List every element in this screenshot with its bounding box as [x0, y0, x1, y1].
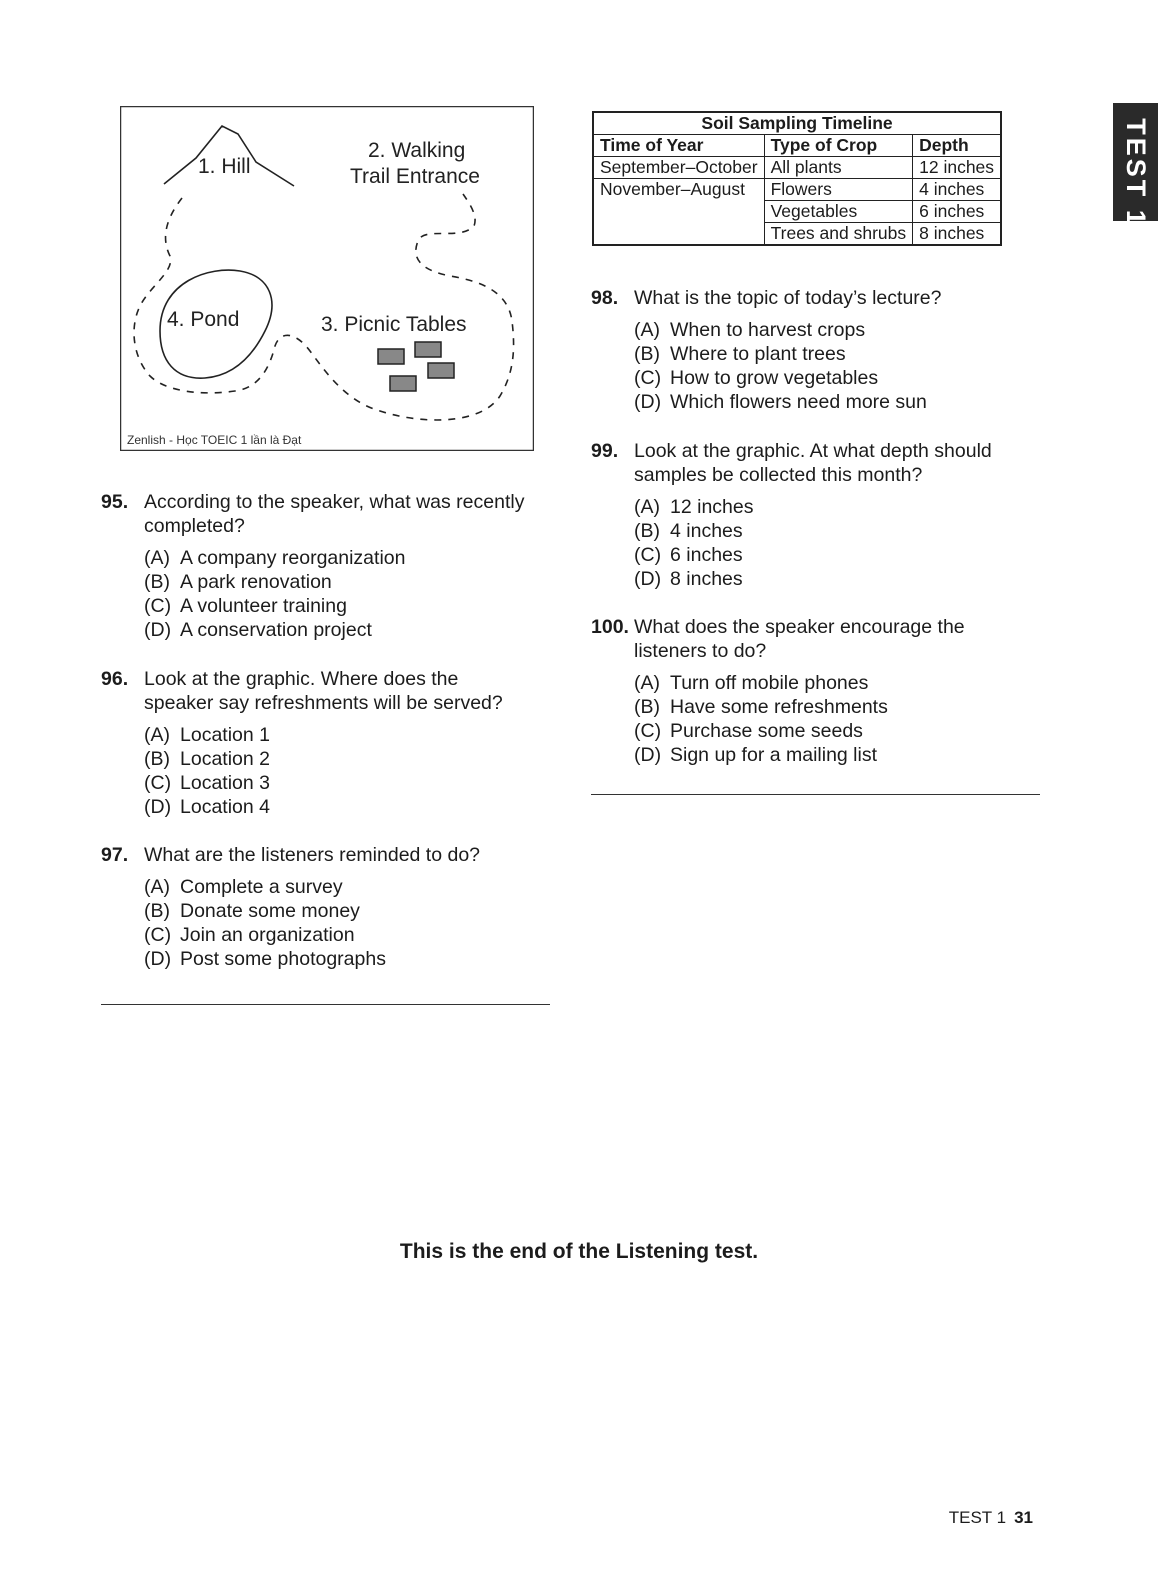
- option-text: Purchase some seeds: [670, 720, 863, 742]
- question-text: [634, 286, 1051, 310]
- option-text: Where to plant trees: [670, 343, 846, 365]
- option-letter: (C): [144, 595, 172, 617]
- answer-options: [634, 671, 1061, 767]
- option-text: Location 2: [180, 748, 270, 770]
- option-letter: (B): [144, 748, 170, 770]
- picnic-tables-label: 3. Picnic Tables: [321, 313, 467, 336]
- option-text: Turn off mobile phones: [670, 672, 869, 694]
- page-number: 31: [1014, 1508, 1033, 1527]
- option-text: A park renovation: [180, 571, 332, 593]
- option-text: Join an organization: [180, 924, 355, 946]
- section-divider: [101, 1004, 550, 1005]
- test-side-tab-label: TEST 1: [1121, 118, 1151, 228]
- option-letter: (A): [144, 724, 170, 746]
- option-text: Donate some money: [180, 900, 360, 922]
- answer-option[interactable]: [634, 390, 1051, 414]
- question-text-line: completed?: [144, 515, 245, 537]
- question-text-line: speaker say refreshments will be served?: [144, 692, 503, 714]
- page-footer: [949, 1508, 1033, 1528]
- option-letter: (D): [634, 744, 662, 766]
- answer-option[interactable]: [144, 747, 561, 771]
- question-text-line: What does the speaker encourage the: [634, 616, 965, 638]
- answer-option[interactable]: [634, 567, 1061, 591]
- answer-option[interactable]: [144, 723, 561, 747]
- answer-options: [144, 875, 561, 971]
- question-number: 98.: [591, 287, 619, 309]
- table-cell: 6 inches: [913, 201, 1001, 223]
- option-text: A conservation project: [180, 619, 372, 641]
- table-cell: Flowers: [764, 179, 913, 201]
- answer-option[interactable]: [144, 795, 561, 819]
- soil-sampling-table: [592, 111, 1002, 246]
- question-number: 99.: [591, 440, 619, 462]
- answer-option[interactable]: [634, 695, 1061, 719]
- option-letter: (C): [634, 544, 662, 566]
- question-98: [591, 286, 1051, 414]
- answer-option[interactable]: [144, 947, 561, 971]
- option-text: How to grow vegetables: [670, 367, 879, 389]
- option-text: Location 3: [180, 772, 270, 794]
- table-header: Type of Crop: [764, 135, 913, 157]
- answer-option[interactable]: [634, 342, 1051, 366]
- answer-option[interactable]: [634, 366, 1051, 390]
- table-row: [593, 201, 1001, 223]
- option-letter: (B): [144, 571, 170, 593]
- question-text: [634, 615, 1061, 663]
- answer-options: [144, 723, 561, 819]
- option-text: Complete a survey: [180, 876, 343, 898]
- table-cell: November–August: [593, 179, 764, 201]
- question-number: 95.: [101, 491, 129, 513]
- option-letter: (D): [144, 948, 172, 970]
- question-text: [144, 843, 561, 867]
- answer-option[interactable]: [634, 543, 1061, 567]
- question-number: 96.: [101, 668, 129, 690]
- table-cell: [593, 223, 764, 246]
- answer-option[interactable]: [634, 743, 1061, 767]
- option-letter: (A): [634, 672, 660, 694]
- option-letter: (A): [144, 876, 170, 898]
- option-letter: (A): [634, 496, 660, 518]
- option-text: Post some photographs: [180, 948, 386, 970]
- section-divider: [591, 794, 1040, 795]
- option-text: 6 inches: [670, 544, 743, 566]
- option-letter: (D): [144, 796, 172, 818]
- option-text: Location 4: [180, 796, 270, 818]
- table-cell: Vegetables: [764, 201, 913, 223]
- option-letter: (B): [634, 696, 660, 718]
- question-text-line: What is the topic of today’s lecture?: [634, 287, 942, 309]
- question-number: 100.: [591, 616, 629, 638]
- option-text: A company reorganization: [180, 547, 406, 569]
- option-text: 12 inches: [670, 496, 754, 518]
- option-letter: (D): [634, 568, 662, 590]
- option-letter: (B): [634, 520, 660, 542]
- question-text-line: According to the speaker, what was recently: [144, 491, 525, 513]
- answer-option[interactable]: [634, 318, 1051, 342]
- answer-option[interactable]: [144, 875, 561, 899]
- table-title: Soil Sampling Timeline: [593, 112, 1001, 135]
- table-header: Time of Year: [593, 135, 764, 157]
- option-text: Location 1: [180, 724, 270, 746]
- question-96: [101, 667, 561, 819]
- question-text-line: Look at the graphic. At what depth should: [634, 440, 992, 462]
- option-text: A volunteer training: [180, 595, 347, 617]
- pond-label: 4. Pond: [167, 308, 240, 331]
- answer-option[interactable]: [144, 923, 561, 947]
- question-text-line: samples be collected this month?: [634, 464, 923, 486]
- table-cell: September–October: [593, 157, 764, 179]
- option-letter: (C): [144, 924, 172, 946]
- walking-trail-label-line2: Trail Entrance: [350, 165, 480, 188]
- question-100: [591, 615, 1061, 767]
- option-letter: (D): [634, 391, 662, 413]
- option-letter: (D): [144, 619, 172, 641]
- option-text: When to harvest crops: [670, 319, 866, 341]
- watermark-text: Zenlish - Học TOEIC 1 lần là Đạt: [127, 433, 302, 447]
- table-header: Depth: [913, 135, 1001, 157]
- option-text: 4 inches: [670, 520, 743, 542]
- option-letter: (C): [634, 720, 662, 742]
- question-text-line: What are the listeners reminded to do?: [144, 844, 481, 866]
- question-text: [144, 667, 561, 715]
- answer-options: [144, 546, 561, 642]
- table-row: [593, 179, 1001, 201]
- answer-option[interactable]: [634, 671, 1061, 695]
- picnic-table-1: [378, 349, 404, 364]
- hill-label: 1. Hill: [198, 155, 251, 178]
- option-letter: (C): [144, 772, 172, 794]
- answer-option[interactable]: [144, 771, 561, 795]
- answer-option[interactable]: [634, 519, 1061, 543]
- picnic-table-2: [415, 342, 441, 357]
- option-text: Have some refreshments: [670, 696, 888, 718]
- table-cell: 8 inches: [913, 223, 1001, 246]
- picnic-table-4: [428, 363, 454, 378]
- table-cell: [593, 201, 764, 223]
- option-letter: (B): [144, 900, 170, 922]
- question-text: [634, 439, 1061, 487]
- question-95: [101, 490, 561, 642]
- table-cell: 4 inches: [913, 179, 1001, 201]
- table-row: [593, 157, 1001, 179]
- answer-options: [634, 495, 1061, 591]
- picnic-table-3: [390, 376, 416, 391]
- option-letter: (C): [634, 367, 662, 389]
- table-row: [593, 223, 1001, 246]
- question-text-line: Look at the graphic. Where does the: [144, 668, 459, 690]
- table-cell: 12 inches: [913, 157, 1001, 179]
- answer-option[interactable]: [144, 618, 561, 642]
- table-cell: Trees and shrubs: [764, 223, 913, 246]
- answer-option[interactable]: [144, 594, 561, 618]
- answer-option[interactable]: [144, 899, 561, 923]
- question-99: [591, 439, 1061, 591]
- park-map: [120, 106, 534, 451]
- option-letter: (B): [634, 343, 660, 365]
- question-number: 97.: [101, 844, 129, 866]
- answer-option[interactable]: [144, 546, 561, 570]
- option-text: Sign up for a mailing list: [670, 744, 878, 766]
- walking-trail-label-line1: 2. Walking: [368, 139, 466, 162]
- table-cell: All plants: [764, 157, 913, 179]
- option-text: 8 inches: [670, 568, 743, 590]
- answer-option[interactable]: [144, 570, 561, 594]
- option-text: Which flowers need more sun: [670, 391, 927, 413]
- park-map-drawing: [120, 106, 534, 451]
- footer-label: TEST 1: [948, 1508, 1007, 1527]
- end-of-test-message: This is the end of the Listening test.: [399, 1240, 759, 1263]
- question-text: [144, 490, 561, 538]
- question-text-line: listeners to do?: [634, 640, 767, 662]
- question-97: [101, 843, 561, 971]
- answer-options: [634, 318, 1051, 414]
- answer-option[interactable]: [634, 719, 1061, 743]
- option-letter: (A): [144, 547, 170, 569]
- option-letter: (A): [634, 319, 660, 341]
- answer-option[interactable]: [634, 495, 1061, 519]
